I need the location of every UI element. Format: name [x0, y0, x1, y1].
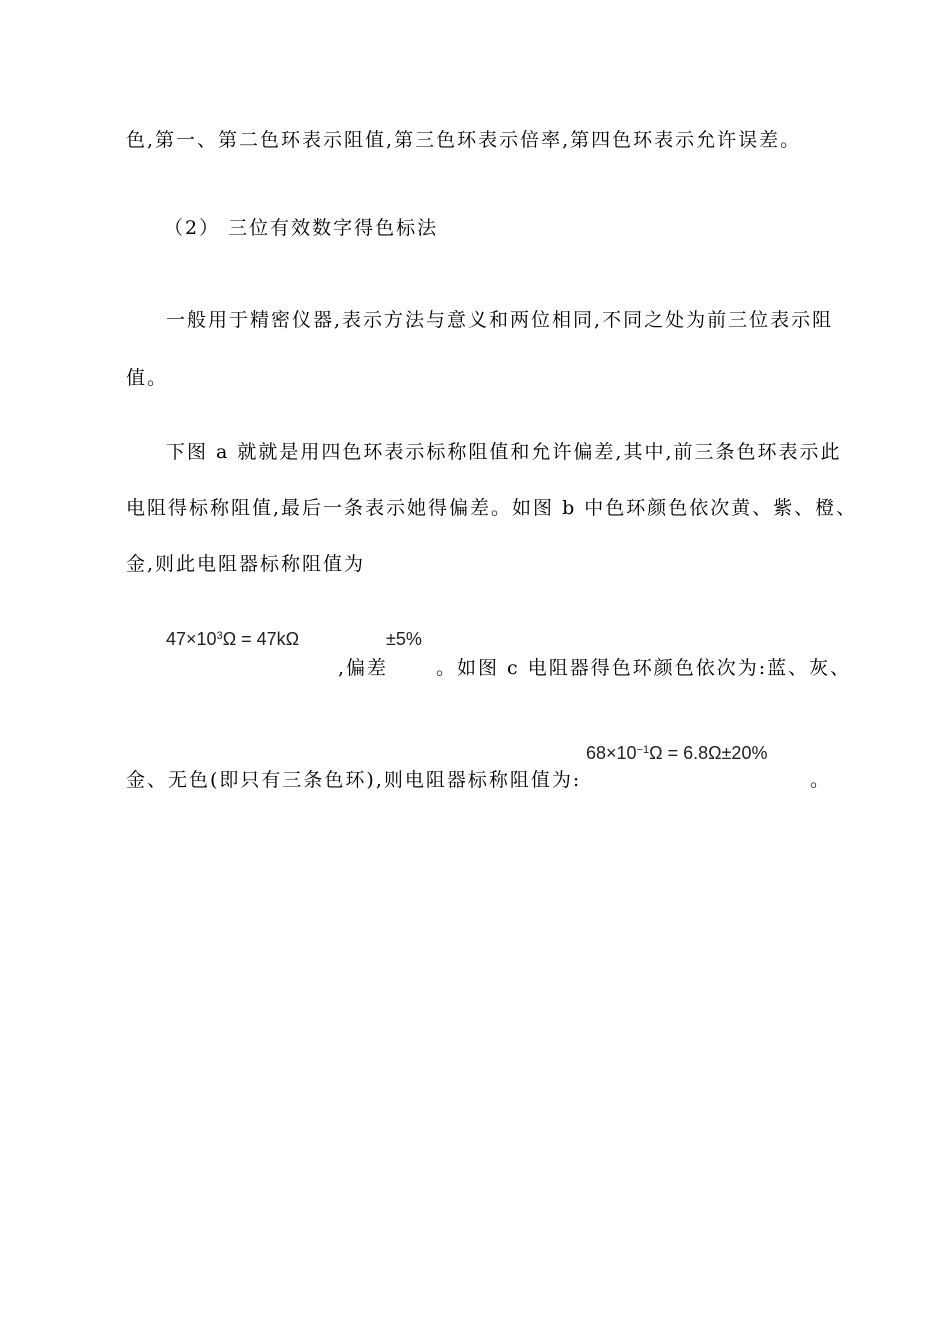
paragraph-line: 一般用于精密仪器,表示方法与意义和两位相同,不同之处为前三位表示阻: [166, 309, 834, 331]
paragraph-line: 值。: [126, 367, 169, 389]
paragraph-line: 。: [810, 769, 832, 791]
paragraph-line: 。如图 c 电阻器得色环颜色依次为:蓝、灰、: [436, 657, 852, 679]
formula-exponent: 3: [216, 630, 223, 642]
section-heading: （2） 三位有效数字得色标法: [164, 217, 439, 239]
formula-base: 68×10: [586, 743, 637, 763]
paragraph-line: 下图 a 就就是用四色环表示标称阻值和允许偏差,其中,前三条色环表示此: [166, 441, 842, 463]
formula-result: Ω = 6.8Ω±20%: [649, 743, 768, 763]
paragraph-line: 金、无色(即只有三条色环),则电阻器标称阻值为:: [126, 769, 582, 791]
formula-tolerance-b: ±5%: [386, 629, 422, 649]
paragraph-line: ,偏差: [338, 657, 389, 679]
formula-nominal-value-c: [586, 742, 767, 764]
paragraph-line: 金,则此电阻器标称阻值为: [126, 553, 366, 575]
formula-base: 47×10: [166, 629, 217, 649]
formula-exponent: −1: [636, 744, 650, 756]
formula-result: Ω = 47kΩ: [222, 629, 300, 649]
paragraph-line: 色,第一、第二色环表示阻值,第三色环表示倍率,第四色环表示允许误差。: [126, 129, 802, 151]
formula-nominal-value-b: [166, 628, 299, 650]
paragraph-line: 电阻得标称阻值,最后一条表示她得偏差。如图 b 中色环颜色依次黄、紫、橙、: [126, 497, 858, 519]
